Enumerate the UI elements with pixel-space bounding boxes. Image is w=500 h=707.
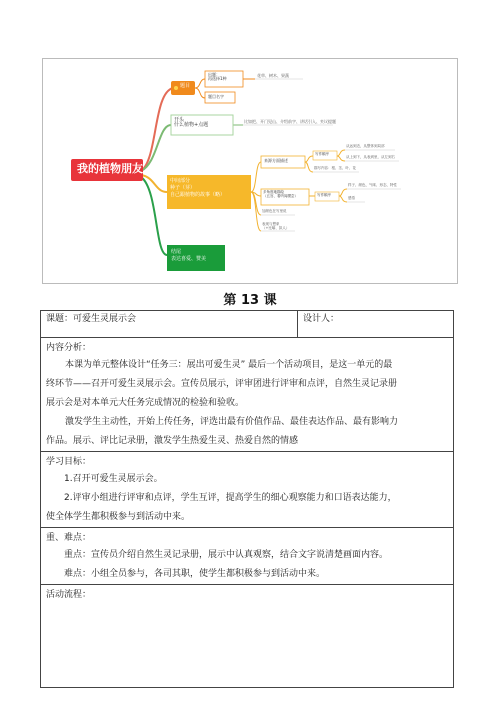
mindmap-center-label: 我的植物朋友 (77, 162, 143, 175)
mindmap-order-leaf-1: 从远到近，从整体到局部 (346, 144, 385, 148)
mindmap-feeling-leaf: 感悟 (348, 196, 355, 200)
goal-line: 使全体学生都积极参与到活动中来。 (46, 512, 191, 522)
mindmap-topic-leaf: 花草、树木、果蔬 (257, 73, 289, 78)
mindmap-order-leaf-2: 从上到下，从表到里，从左到右 (346, 155, 395, 159)
analysis-cell (41, 338, 454, 452)
goal-line: 1.召开可爱生灵展示会。 (64, 474, 163, 484)
mindmap-senses-leaf: 样子、颜色、气味、形态、特性 (348, 183, 397, 187)
analysis-line: 作品。展示、评比记录册，激发学生热爱生灵、热爱自然的情感 (46, 436, 299, 446)
goals-label: 学习目标： (46, 457, 92, 467)
mindmap-ending-label: 结尾 表达喜爱、赞美 (171, 249, 207, 262)
topic-cell: 课题：可爱生灵展示会 (41, 311, 298, 338)
mindmap-topic-label: 题目 (180, 83, 191, 89)
table-row-analysis (41, 338, 454, 452)
lesson-title: 第 13 课 (223, 293, 277, 308)
goal-line: 2.评审小组进行评审和点评，学生互评，提高学生的细心观察能力和口语表达能力， (64, 493, 397, 503)
analysis-label: 内容分析： (46, 343, 92, 353)
table-row-key-points (41, 528, 454, 585)
mindmap-middle-label: 中间部分 种子（芽） 自己跟植物的故事（略） (170, 178, 226, 198)
designer-cell: 设计人： (298, 311, 454, 338)
mindmap-order-label-1: 写作顺序 (315, 152, 329, 156)
process-cell (41, 585, 454, 688)
analysis-line: 终环节——召开可爱生灵展示会。宣传员展示，评审团进行评审和点评，自然生灵记录册 (46, 379, 398, 389)
table-row-topic (41, 311, 454, 338)
mindmap-middle-child-2: 多角度地描绘 （五官、看听闻摸尝） (263, 190, 298, 198)
mindmap-middle-child-3: 加颜色在写里说 (262, 209, 287, 213)
key-point-line: 重点：宣传员介绍自然生灵记录册，展示中认真观察，结合文字说清楚画面内容。 (64, 550, 389, 560)
mindmap-topic-child-1: 出题： 再选择1种 (208, 72, 227, 82)
table-row-process (41, 585, 454, 688)
key-point-line: 难点：小组全员参与，各司其职，使学生都积极参与到活动中来。 (64, 569, 326, 579)
analysis-line: 本课为单元整体设计“任务三：展出可爱生灵” 最后一个活动项目，是这一单元的最 (65, 360, 393, 370)
mindmap-order-label-2: 写作顺序 (317, 193, 331, 197)
key-points-cell (41, 528, 454, 585)
analysis-line: 激发学生主动性，开始上传任务，评选出最有价值作品、最佳表达作品、最有影响力 (65, 417, 399, 427)
mindmap-describe-leaf: 描写内容：根、茎、叶、花 (314, 166, 356, 170)
lesson-plan-table (40, 310, 454, 688)
mindmap-middle-child-1: 来源方面描述 (264, 158, 288, 163)
mindmap-image (42, 58, 458, 284)
mindmap-opening-label: 开头 什么植物+点题 (174, 117, 209, 129)
analysis-line: 展示会是对本单元大任务完成情况的检验和验收。 (46, 398, 245, 408)
key-points-label: 重、难点： (46, 533, 92, 543)
mindmap-opening-leaf: 比如把、开门见山、介绍前字、讲话引入、夹议提题 (244, 119, 336, 124)
goals-cell (41, 452, 454, 528)
mindmap-middle-child-4: 表现与想象 （+比喻、拟人） (262, 222, 290, 230)
process-label: 活动流程： (46, 590, 92, 600)
table-row-goals (41, 452, 454, 528)
mindmap-topic-child-2: 题目名字 (208, 94, 224, 99)
